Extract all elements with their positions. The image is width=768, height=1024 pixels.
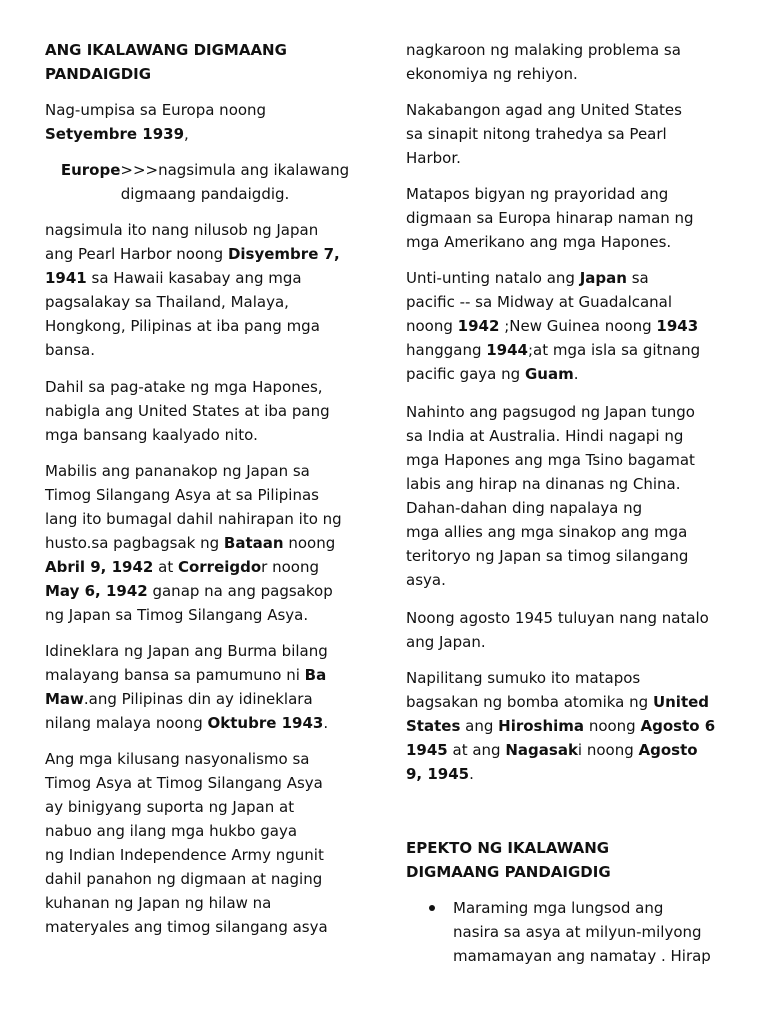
- left-text-line: [45, 797, 294, 817]
- bold-text-segment: Bataan: [223, 534, 284, 552]
- right-text-line: [406, 340, 700, 360]
- bold-text-segment: United: [652, 693, 710, 711]
- text-segment: nasira sa asya at milyun-milyong: [453, 923, 702, 941]
- text-segment: ang Pearl Harbor noong: [45, 245, 228, 263]
- left-text-line: [45, 100, 266, 120]
- text-segment: Timog Silangang Asya at sa Pilipinas: [45, 486, 319, 504]
- text-segment: bagsakan ng bomba atomika ng: [406, 693, 653, 711]
- text-segment: sa sinapit nitong trahedya sa Pearl: [406, 125, 667, 143]
- text-segment: Harbor.: [406, 149, 461, 167]
- left-text-line: [45, 220, 318, 240]
- right-text-line: [406, 862, 611, 882]
- left-text-line: [45, 821, 297, 841]
- right-text-line: [406, 148, 461, 168]
- text-segment: nilang malaya noong: [45, 714, 208, 732]
- text-segment: ng Japan sa Timog Silangang Asya.: [45, 606, 309, 624]
- right-text-line: [406, 450, 695, 470]
- bold-text-segment: Ba: [304, 666, 327, 684]
- text-segment: Napilitang sumuko ito matapos: [406, 669, 641, 687]
- left-text-line: [45, 605, 308, 625]
- text-segment: ang: [460, 717, 499, 735]
- left-text-line: [45, 893, 271, 913]
- text-segment: Nahinto ang pagsugod ng Japan tungo: [406, 403, 695, 421]
- text-segment: ;New Guinea noong: [499, 317, 657, 335]
- bold-text-segment: Japan: [579, 269, 627, 287]
- left-text-line: [45, 917, 328, 937]
- left-text-line: [45, 713, 328, 733]
- text-segment: mga Amerikano ang mga Hapones.: [406, 233, 672, 251]
- text-segment: ,: [184, 125, 189, 143]
- left-text-line: [45, 268, 302, 288]
- text-segment: Idineklara ng Japan ang Burma bilang: [45, 642, 328, 660]
- text-segment: noong: [406, 317, 458, 335]
- text-segment: .ang Pilipinas din ay idineklara: [83, 690, 313, 708]
- right-text-line: [406, 100, 682, 120]
- left-text-line: [45, 689, 313, 709]
- right-text-line: [406, 570, 446, 590]
- bold-text-segment: Nagasak: [505, 741, 578, 759]
- left-text-line: [45, 845, 324, 865]
- bold-text-segment: Setyembre 1939: [45, 125, 185, 143]
- text-segment: sa: [626, 269, 649, 287]
- bold-text-segment: Agosto: [638, 741, 698, 759]
- right-text-line: [406, 522, 687, 542]
- right-text-line: [406, 268, 649, 288]
- right-text-line: [406, 208, 694, 228]
- right-text-line: [406, 426, 683, 446]
- text-segment: ;at mga isla sa gitnang: [528, 341, 701, 359]
- right-text-line: [406, 692, 709, 712]
- right-text-line: [406, 608, 709, 628]
- text-segment: r noong: [261, 558, 319, 576]
- text-segment: lang ito bumagal dahil nahirapan ito ng: [45, 510, 342, 528]
- text-segment: Noong agosto 1945 tuluyan nang natalo: [406, 609, 709, 627]
- right-text-line: [406, 292, 672, 312]
- bold-text-segment: 9, 1945: [406, 765, 470, 783]
- text-segment: Dahan-dahan ding napalaya ng: [406, 499, 643, 517]
- bold-text-segment: 1941: [45, 269, 87, 287]
- bold-text-segment: Correigdo: [177, 558, 262, 576]
- text-segment: mga Hapones ang mga Tsino bagamat: [406, 451, 695, 469]
- left-text-line: [45, 292, 289, 312]
- right-text-line: [406, 184, 668, 204]
- left-text-line: [45, 316, 320, 336]
- text-segment: mamamayan ang namatay . Hirap: [453, 947, 711, 965]
- text-segment: Hongkong, Pilipinas at iba pang mga: [45, 317, 320, 335]
- right-text-line: [406, 474, 681, 494]
- right-text-line: [406, 316, 698, 336]
- text-segment: bansa.: [45, 341, 95, 359]
- left-text-line: [45, 340, 95, 360]
- left-text-line: [45, 509, 342, 529]
- bold-text-segment: 1942: [457, 317, 500, 335]
- text-segment: i noong: [577, 741, 639, 759]
- text-segment: noong: [283, 534, 336, 552]
- text-segment: sa India at Australia. Hindi nagapi ng: [406, 427, 684, 445]
- text-segment: nabigla ang United States at iba pang: [45, 402, 330, 420]
- text-segment: .: [573, 365, 579, 383]
- bold-text-segment: Guam: [524, 365, 574, 383]
- text-segment: ekonomiya ng rehiyon.: [406, 65, 578, 83]
- left-text-line: [45, 533, 335, 553]
- bold-text-segment: ANG IKALAWANG DIGMAANG: [45, 41, 287, 59]
- right-text-line: [406, 402, 695, 422]
- right-text-line: [406, 232, 671, 252]
- text-segment: Maraming mga lungsod ang: [453, 899, 664, 917]
- text-segment: ng Indian Independence Army ngunit: [45, 846, 324, 864]
- text-segment: Matapos bigyan ng prayoridad ang: [406, 185, 669, 203]
- left-text-line: [45, 749, 309, 769]
- bold-text-segment: 1943: [656, 317, 699, 335]
- text-segment: teritoryo ng Japan sa timog silangang: [406, 547, 689, 565]
- text-segment: ay binigyang suporta ng Japan at: [45, 798, 295, 816]
- text-segment: pacific -- sa Midway at Guadalcanal: [406, 293, 673, 311]
- bold-text-segment: DIGMAANG PANDAIGDIG: [406, 863, 611, 881]
- text-segment: at: [153, 558, 178, 576]
- right-text-line: [406, 40, 681, 60]
- text-segment: husto.sa pagbagsak ng: [45, 534, 224, 552]
- left-text-line: [45, 869, 322, 889]
- text-segment: Unti-unting natalo ang: [406, 269, 580, 287]
- left-text-line: [45, 124, 189, 144]
- right-text-line: [406, 632, 486, 652]
- text-segment: materyales ang timog silangang asya: [45, 918, 328, 936]
- text-segment: kuhanan ng Japan ng hilaw na: [45, 894, 272, 912]
- text-segment: asya.: [406, 571, 446, 589]
- text-segment: nagsimula ito nang nilusob ng Japan: [45, 221, 319, 239]
- text-segment: ang Japan.: [406, 633, 486, 651]
- left-text-line: [45, 557, 319, 577]
- text-segment: Timog Asya at Timog Silangang Asya: [45, 774, 323, 792]
- text-segment: Mabilis ang pananakop ng Japan sa: [45, 462, 310, 480]
- bold-text-segment: States: [406, 717, 461, 735]
- text-segment: sa Hawaii kasabay ang mga: [86, 269, 302, 287]
- text-segment: Nakabangon agad ang United States: [406, 101, 682, 119]
- bold-text-segment: Abril 9, 1942: [45, 558, 154, 576]
- text-segment: ganap na ang pagsakop: [147, 582, 333, 600]
- left-text-line: [45, 40, 287, 60]
- left-text-line: [45, 401, 330, 421]
- text-segment: noong: [584, 717, 641, 735]
- bold-text-segment: Disyembre 7,: [227, 245, 340, 263]
- bold-text-segment: Europe: [60, 161, 121, 179]
- bold-text-segment: Hiroshima: [498, 717, 585, 735]
- right-text-line: [406, 838, 609, 858]
- text-segment: dahil panahon ng digmaan at naging: [45, 870, 323, 888]
- bold-text-segment: PANDAIGDIG: [45, 65, 152, 83]
- left-text-line: [45, 160, 365, 180]
- left-text-line: [45, 377, 323, 397]
- right-text-line: [406, 498, 642, 518]
- left-text-line: [45, 64, 151, 84]
- left-text-line: [45, 184, 365, 204]
- text-segment: at ang: [447, 741, 506, 759]
- right-text-line: [406, 668, 640, 688]
- bold-text-segment: 1944: [486, 341, 528, 359]
- right-text-line: [406, 124, 667, 144]
- left-text-line: [45, 665, 326, 685]
- right-text-line: [406, 364, 578, 384]
- text-segment: nabuo ang ilang mga hukbo gaya: [45, 822, 298, 840]
- text-segment: labis ang hirap na dinanas ng China.: [406, 475, 681, 493]
- right-text-line: [406, 546, 688, 566]
- right-text-line: [453, 922, 702, 942]
- text-segment: Dahil sa pag-atake ng mga Hapones,: [45, 378, 323, 396]
- right-text-line: [406, 64, 578, 84]
- text-segment: digmaang pandaigdig.: [120, 185, 290, 203]
- text-segment: pagsalakay sa Thailand, Malaya,: [45, 293, 289, 311]
- text-segment: >>>nagsimula ang ikalawang: [120, 161, 350, 179]
- left-text-line: [45, 461, 310, 481]
- text-segment: malayang bansa sa pamumuno ni: [45, 666, 305, 684]
- text-segment: .: [323, 714, 329, 732]
- right-text-line: [453, 898, 663, 918]
- text-segment: nagkaroon ng malaking problema sa: [406, 41, 681, 59]
- text-segment: hanggang: [406, 341, 487, 359]
- bold-text-segment: Agosto 6: [640, 717, 716, 735]
- bold-text-segment: 1945: [406, 741, 448, 759]
- right-text-line: [406, 764, 474, 784]
- text-segment: .: [469, 765, 474, 783]
- right-text-line: [453, 946, 711, 966]
- left-text-line: [45, 581, 333, 601]
- text-segment: Nag-umpisa sa Europa noong: [45, 101, 267, 119]
- left-text-line: [45, 244, 340, 264]
- text-segment: mga allies ang mga sinakop ang mga: [406, 523, 688, 541]
- text-segment: digmaan sa Europa hinarap naman ng: [406, 209, 694, 227]
- bold-text-segment: Oktubre 1943: [207, 714, 324, 732]
- right-text-line: [406, 716, 715, 736]
- text-segment: pacific gaya ng: [406, 365, 525, 383]
- bold-text-segment: EPEKTO NG IKALAWANG: [406, 839, 610, 857]
- left-text-line: [45, 485, 319, 505]
- text-segment: mga bansang kaalyado nito.: [45, 426, 258, 444]
- left-text-line: [45, 773, 323, 793]
- left-text-line: [45, 641, 328, 661]
- bold-text-segment: Maw: [45, 690, 84, 708]
- right-text-line: [406, 740, 698, 760]
- bullet-icon: [429, 905, 435, 911]
- left-text-line: [45, 425, 258, 445]
- bold-text-segment: May 6, 1942: [45, 582, 148, 600]
- text-segment: Ang mga kilusang nasyonalismo sa: [45, 750, 310, 768]
